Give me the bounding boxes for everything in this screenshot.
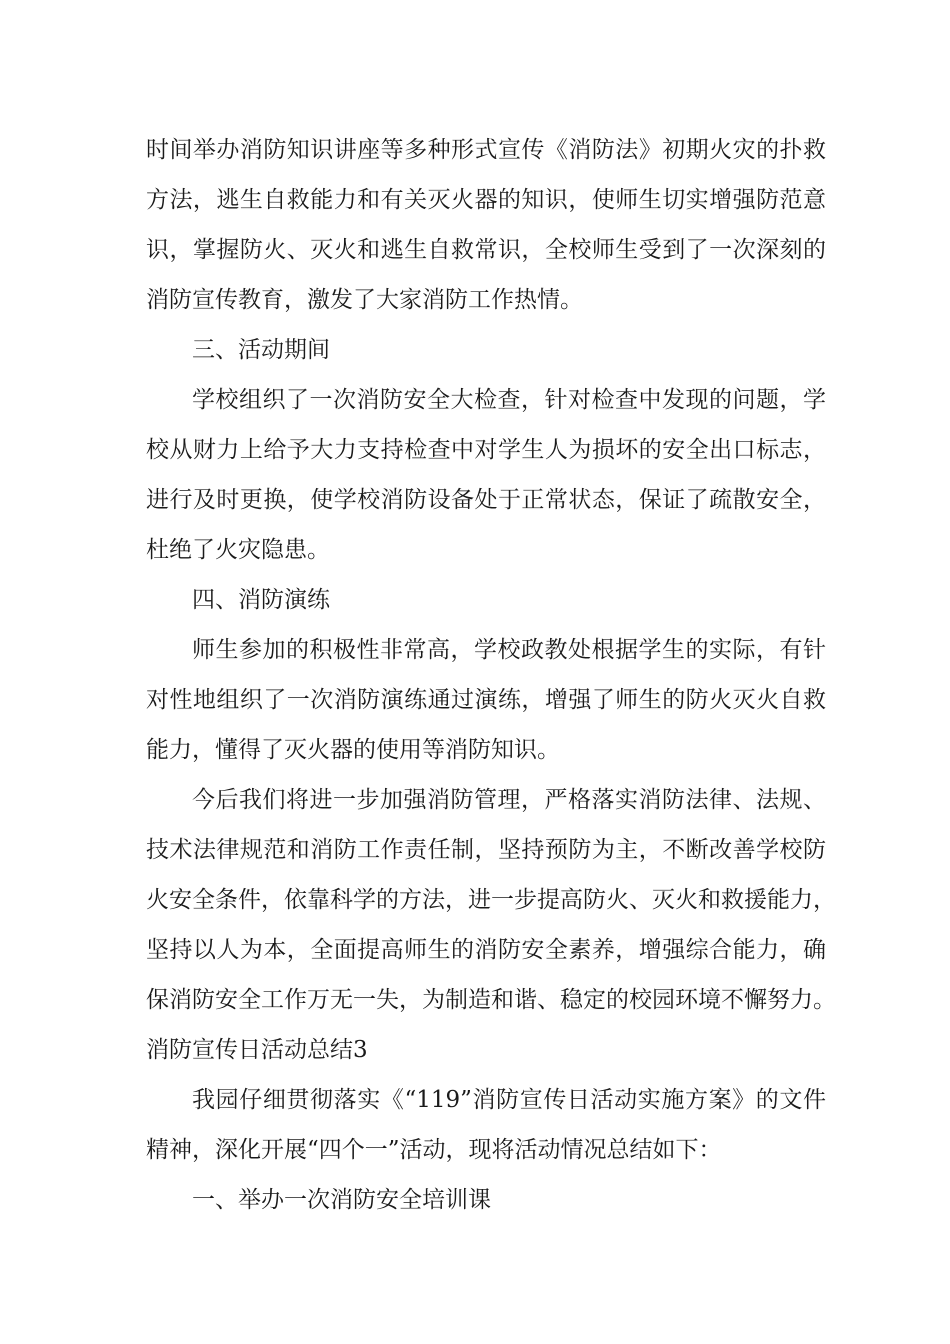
text-line: 识，掌握防火、灭火和逃生自救常识，全校师生受到了一次深刻的 <box>146 237 826 263</box>
text-line: 学校组织了一次消防安全大检查，针对检查中发现的问题，学 <box>192 387 826 413</box>
text-line: 消防宣传日活动总结3 <box>146 1037 368 1063</box>
text-line: 对性地组织了一次消防演练通过演练，增强了师生的防火灭火自救 <box>146 687 826 713</box>
text-line: 师生参加的积极性非常高，学校政教处根据学生的实际，有针 <box>192 637 826 663</box>
text-line: 火安全条件，依靠科学的方法，进一步提高防火、灭火和救援能力， <box>146 887 836 913</box>
text-line: 今后我们将进一步加强消防管理，严格落实消防法律、法规、 <box>192 787 826 813</box>
text-line: 校从财力上给予大力支持检查中对学生人为损坏的安全出口标志， <box>146 437 826 463</box>
text-line: 保消防安全工作万无一失，为制造和谐、稳定的校园环境不懈努力。 <box>146 987 836 1013</box>
text-line: 一、举办一次消防安全培训课 <box>192 1187 491 1213</box>
text-line: 杜绝了火灾隐患。 <box>146 537 330 563</box>
text-line: 能力，懂得了灭火器的使用等消防知识。 <box>146 737 560 763</box>
text-line: 技术法律规范和消防工作责任制，坚持预防为主，不断改善学校防 <box>146 837 826 863</box>
text-line: 方法，逃生自救能力和有关灭火器的知识，使师生切实增强防范意 <box>146 187 826 213</box>
text-line: 消防宣传教育，激发了大家消防工作热情。 <box>146 287 583 313</box>
text-line: 我园仔细贯彻落实《“119”消防宣传日活动实施方案》的文件 <box>192 1087 826 1113</box>
text-line: 四、消防演练 <box>192 587 330 613</box>
text-line: 三、活动期间 <box>192 337 330 363</box>
text-line: 坚持以人为本，全面提高师生的消防安全素养，增强综合能力，确 <box>146 937 826 963</box>
text-line: 进行及时更换，使学校消防设备处于正常状态，保证了疏散安全， <box>146 487 826 513</box>
text-line: 时间举办消防知识讲座等多种形式宣传《消防法》初期火灾的扑救 <box>146 137 826 163</box>
text-line: 精神，深化开展“四个一”活动，现将活动情况总结如下： <box>146 1137 722 1163</box>
